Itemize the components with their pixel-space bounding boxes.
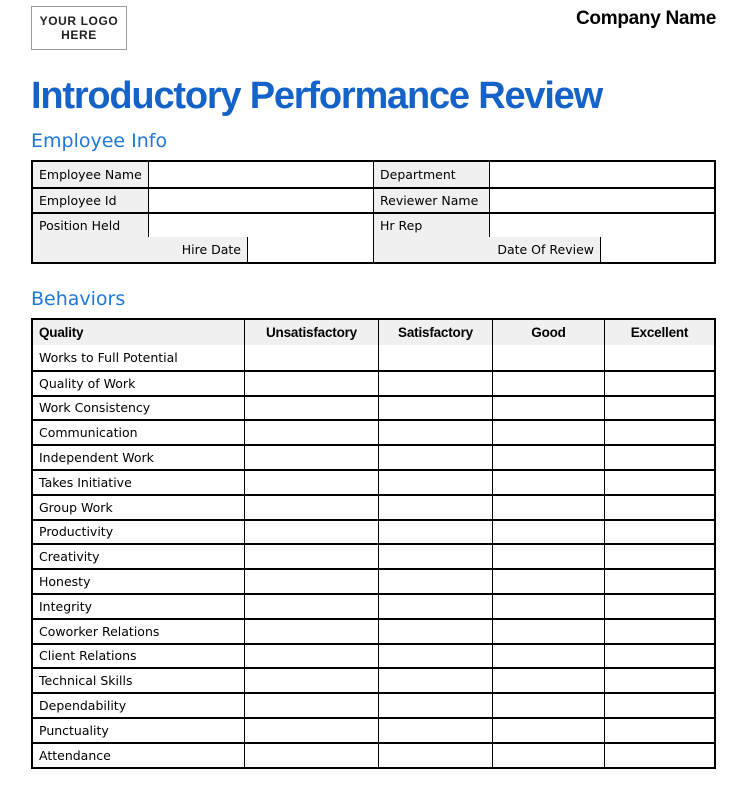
page-title: Introductory Performance Review [31,75,602,117]
behavior-label-client-relations: Client Relations [39,648,137,664]
rating-satisfactory-cell[interactable] [378,521,492,544]
behavior-row-dependability [33,692,714,717]
field-label-employee-name: Employee Name [33,162,148,187]
rating-good-cell[interactable] [492,719,604,742]
employee-info-rows [33,162,714,237]
rating-good-cell[interactable] [492,545,604,568]
rating-satisfactory-cell[interactable] [378,669,492,692]
rating-unsatisfactory-cell[interactable] [244,694,378,717]
date-of-review-input[interactable] [600,237,714,262]
rating-unsatisfactory-cell[interactable] [244,372,378,395]
rating-unsatisfactory-cell[interactable] [244,397,378,420]
behavior-label-honesty: Honesty [39,574,91,590]
position-held-input[interactable] [148,214,373,237]
rating-unsatisfactory-cell[interactable] [244,645,378,668]
rating-unsatisfactory-cell[interactable] [244,595,378,618]
behavior-row-group-work [33,494,714,519]
employee-info-row-position-held [33,212,714,237]
rating-unsatisfactory-cell[interactable] [244,570,378,593]
behavior-label-dependability: Dependability [39,698,127,714]
rating-good-cell[interactable] [492,345,604,370]
rating-unsatisfactory-cell[interactable] [244,669,378,692]
rating-good-cell[interactable] [492,595,604,618]
rating-satisfactory-cell[interactable] [378,345,492,370]
behavior-label-work-consistency: Work Consistency [39,400,151,416]
hire-date-input[interactable] [247,237,373,262]
employee-info-row-employee-name [33,162,714,187]
rating-excellent-cell[interactable] [604,372,714,395]
behavior-row-coworker-relations [33,618,714,643]
behavior-label-punctuality: Punctuality [39,722,109,738]
rating-unsatisfactory-cell[interactable] [244,496,378,519]
rating-good-cell[interactable] [492,397,604,420]
rating-satisfactory-cell[interactable] [378,496,492,519]
rating-excellent-cell[interactable] [604,719,714,742]
rating-satisfactory-cell[interactable] [378,446,492,469]
employee-id-input[interactable] [148,189,373,212]
rating-excellent-cell[interactable] [604,669,714,692]
behavior-row-quality-of-work [33,370,714,395]
behavior-row-takes-initiative [33,469,714,494]
rating-satisfactory-cell[interactable] [378,372,492,395]
behavior-label-takes-initiative: Takes Initiative [39,474,132,490]
behavior-row-works-to-full-potential [33,345,714,370]
behavior-row-creativity [33,543,714,568]
rating-good-cell[interactable] [492,421,604,444]
rating-excellent-cell[interactable] [604,345,714,370]
behavior-label-coworker-relations: Coworker Relations [39,623,160,639]
behaviors-table [31,318,716,769]
rating-excellent-cell[interactable] [604,471,714,494]
rating-good-cell[interactable] [492,620,604,643]
rating-good-cell[interactable] [492,372,604,395]
behavior-label-independent-work: Independent Work [39,450,154,466]
rating-good-cell[interactable] [492,570,604,593]
rating-excellent-cell[interactable] [604,421,714,444]
rating-satisfactory-cell[interactable] [378,744,492,767]
page-header [31,6,716,52]
rating-excellent-cell[interactable] [604,595,714,618]
reviewer-name-input[interactable] [489,189,714,212]
behavior-row-communication [33,419,714,444]
behavior-row-productivity [33,519,714,544]
rating-unsatisfactory-cell[interactable] [244,719,378,742]
behavior-row-technical-skills [33,667,714,692]
field-label-hr-rep: Hr Rep [373,214,489,237]
rating-excellent-cell[interactable] [604,645,714,668]
department-input[interactable] [489,162,714,187]
behavior-row-punctuality [33,717,714,742]
behavior-row-independent-work [33,444,714,469]
logo-placeholder [31,6,127,50]
logo-text-line2: HERE [61,28,97,42]
rating-satisfactory-cell[interactable] [378,545,492,568]
rating-satisfactory-cell[interactable] [378,645,492,668]
rating-unsatisfactory-cell[interactable] [244,545,378,568]
rating-excellent-cell[interactable] [604,496,714,519]
behaviors-rows [33,345,714,767]
field-label-position-held: Position Held [33,214,148,237]
rating-good-cell[interactable] [492,496,604,519]
rating-unsatisfactory-cell[interactable] [244,421,378,444]
column-header-satisfactory: Satisfactory [378,320,492,345]
date-row [33,237,714,262]
rating-satisfactory-cell[interactable] [378,620,492,643]
rating-good-cell[interactable] [492,471,604,494]
behavior-row-attendance [33,742,714,767]
behavior-label-technical-skills: Technical Skills [39,673,133,689]
rating-good-cell[interactable] [492,694,604,717]
behavior-label-communication: Communication [39,425,138,441]
rating-satisfactory-cell[interactable] [378,595,492,618]
behavior-row-client-relations [33,643,714,668]
employee-info-table [31,160,716,264]
column-header-good: Good [492,320,604,345]
employee-info-row-employee-id [33,187,714,212]
behavior-row-integrity [33,593,714,618]
rating-unsatisfactory-cell[interactable] [244,744,378,767]
rating-excellent-cell[interactable] [604,446,714,469]
behavior-label-quality-of-work: Quality of Work [39,375,136,391]
behaviors-heading: Behaviors [31,288,126,310]
column-header-quality: Quality [33,320,244,345]
behavior-row-work-consistency [33,395,714,420]
rating-satisfactory-cell[interactable] [378,471,492,494]
field-label-date-of-review: Date Of Review [373,237,600,262]
rating-unsatisfactory-cell[interactable] [244,345,378,370]
column-header-excellent: Excellent [604,320,714,345]
rating-satisfactory-cell[interactable] [378,570,492,593]
behavior-label-group-work: Group Work [39,499,113,515]
behavior-label-productivity: Productivity [39,524,114,540]
behavior-label-attendance: Attendance [39,747,111,763]
field-label-department: Department [373,162,489,187]
rating-excellent-cell[interactable] [604,620,714,643]
rating-unsatisfactory-cell[interactable] [244,471,378,494]
field-label-employee-id: Employee Id [33,189,148,212]
rating-good-cell[interactable] [492,446,604,469]
behavior-row-honesty [33,568,714,593]
rating-unsatisfactory-cell[interactable] [244,521,378,544]
rating-good-cell[interactable] [492,669,604,692]
rating-good-cell[interactable] [492,645,604,668]
rating-excellent-cell[interactable] [604,570,714,593]
hr-rep-input[interactable] [489,214,714,237]
rating-satisfactory-cell[interactable] [378,397,492,420]
field-label-hire-date: Hire Date [33,237,247,262]
rating-excellent-cell[interactable] [604,545,714,568]
rating-satisfactory-cell[interactable] [378,421,492,444]
rating-unsatisfactory-cell[interactable] [244,446,378,469]
field-label-reviewer-name: Reviewer Name [373,189,489,212]
column-header-unsatisfactory: Unsatisfactory [244,320,378,345]
rating-excellent-cell[interactable] [604,521,714,544]
rating-excellent-cell[interactable] [604,397,714,420]
rating-good-cell[interactable] [492,521,604,544]
behaviors-header-row [33,320,714,345]
employee-info-heading: Employee Info [31,130,168,152]
company-name: Company Name [576,8,716,29]
behavior-label-integrity: Integrity [39,598,93,614]
rating-unsatisfactory-cell[interactable] [244,620,378,643]
rating-satisfactory-cell[interactable] [378,694,492,717]
rating-excellent-cell[interactable] [604,744,714,767]
behavior-label-creativity: Creativity [39,549,100,565]
behavior-label-works-to-full-potential: Works to Full Potential [39,349,178,365]
employee-name-input[interactable] [148,162,373,187]
rating-excellent-cell[interactable] [604,694,714,717]
logo-text-line1: YOUR LOGO [39,14,119,28]
rating-satisfactory-cell[interactable] [378,719,492,742]
rating-good-cell[interactable] [492,744,604,767]
